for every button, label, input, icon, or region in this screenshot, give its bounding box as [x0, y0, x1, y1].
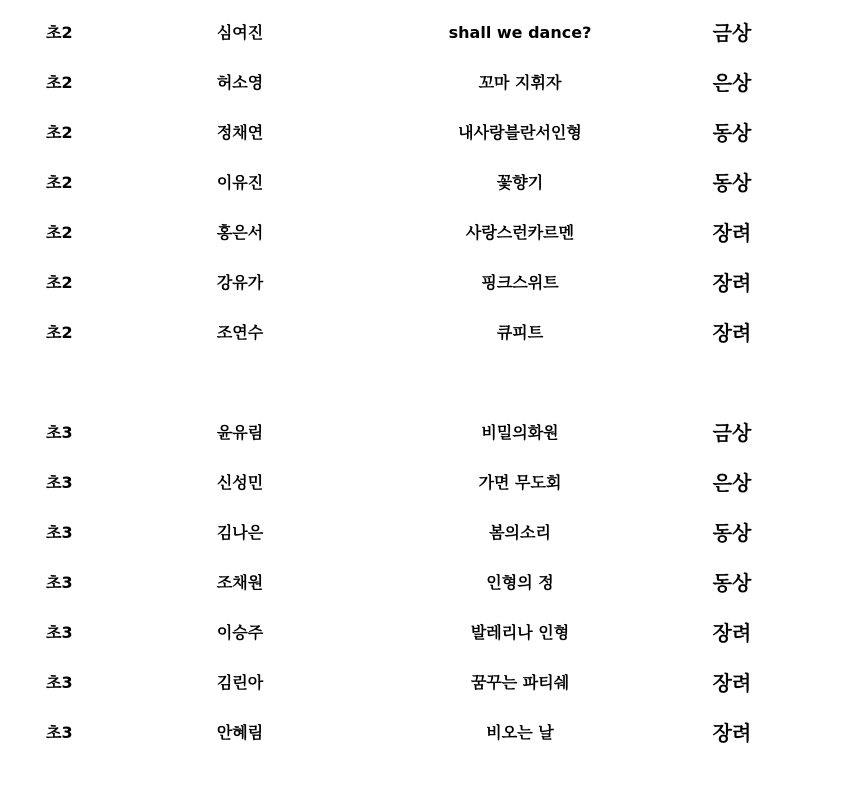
name-cell: 강유가: [216, 273, 264, 292]
grade-cell: 초2: [46, 23, 73, 42]
name-cell: 윤유림: [216, 423, 264, 442]
grade-cell: 초3: [46, 673, 73, 692]
name-cell: 안혜림: [216, 723, 264, 742]
title-cell: 꼬마 지휘자: [478, 73, 562, 92]
name-cell: 이승주: [216, 623, 264, 642]
title-cell: 비오는 날: [486, 723, 554, 742]
grade-cell: 초3: [46, 423, 73, 442]
title-cell: 꽃향기: [496, 173, 544, 192]
name-cell: 정채연: [216, 123, 264, 142]
name-cell: 심여진: [216, 23, 264, 42]
award-cell: 장려: [712, 671, 752, 695]
table-row: [0, 8, 862, 58]
name-cell: 이유진: [216, 173, 264, 192]
grade-cell: 초2: [46, 73, 73, 92]
table-row: [0, 708, 862, 758]
grade-cell: 초2: [46, 173, 73, 192]
grade-cell: 초3: [46, 723, 73, 742]
title-cell: 내사랑블란서인형: [458, 123, 582, 142]
section-gap: [0, 358, 862, 408]
award-cell: 장려: [712, 221, 752, 245]
name-cell: 조채원: [216, 573, 264, 592]
table-row: [0, 658, 862, 708]
table-row: [0, 208, 862, 258]
award-cell: 장려: [712, 721, 752, 745]
table-row: [0, 58, 862, 108]
award-cell: 동상: [712, 521, 752, 545]
table-row: [0, 408, 862, 458]
grade-cell: 초3: [46, 623, 73, 642]
results-list: [0, 8, 862, 758]
name-cell: 신성민: [216, 473, 264, 492]
grade-cell: 초2: [46, 123, 73, 142]
grade-cell: 초3: [46, 523, 73, 542]
award-cell: 동상: [712, 121, 752, 145]
award-cell: 금상: [712, 21, 752, 45]
name-cell: 허소영: [216, 73, 264, 92]
table-row: [0, 158, 862, 208]
table-row: [0, 508, 862, 558]
table-row: [0, 558, 862, 608]
title-cell: 핑크스위트: [481, 273, 559, 292]
award-cell: 장려: [712, 321, 752, 345]
name-cell: 김나은: [216, 523, 264, 542]
title-cell: 발레리나 인형: [470, 623, 570, 642]
title-cell: 봄의소리: [489, 523, 551, 542]
table-row: [0, 458, 862, 508]
table-row: [0, 608, 862, 658]
award-cell: 장려: [712, 271, 752, 295]
award-cell: 금상: [712, 421, 752, 445]
grade-cell: 초3: [46, 573, 73, 592]
name-cell: 홍은서: [216, 223, 264, 242]
name-cell: 조연수: [216, 323, 264, 342]
name-cell: 김린아: [216, 673, 264, 692]
title-cell: 비밀의화원: [481, 423, 559, 442]
grade-cell: 초2: [46, 273, 73, 292]
title-cell: shall we dance?: [448, 23, 592, 42]
table-row: [0, 308, 862, 358]
award-cell: 동상: [712, 571, 752, 595]
grade-cell: 초3: [46, 473, 73, 492]
award-cell: 은상: [712, 71, 752, 95]
title-cell: 인형의 정: [486, 573, 554, 592]
award-cell: 동상: [712, 171, 752, 195]
table-row: [0, 108, 862, 158]
grade-cell: 초2: [46, 223, 73, 242]
award-cell: 은상: [712, 471, 752, 495]
grade-cell: 초2: [46, 323, 73, 342]
title-cell: 꿈꾸는 파티쉐: [470, 673, 570, 692]
title-cell: 큐피트: [496, 323, 544, 342]
award-cell: 장려: [712, 621, 752, 645]
title-cell: 사랑스런카르멘: [465, 223, 575, 242]
table-row: [0, 258, 862, 308]
title-cell: 가면 무도회: [478, 473, 562, 492]
